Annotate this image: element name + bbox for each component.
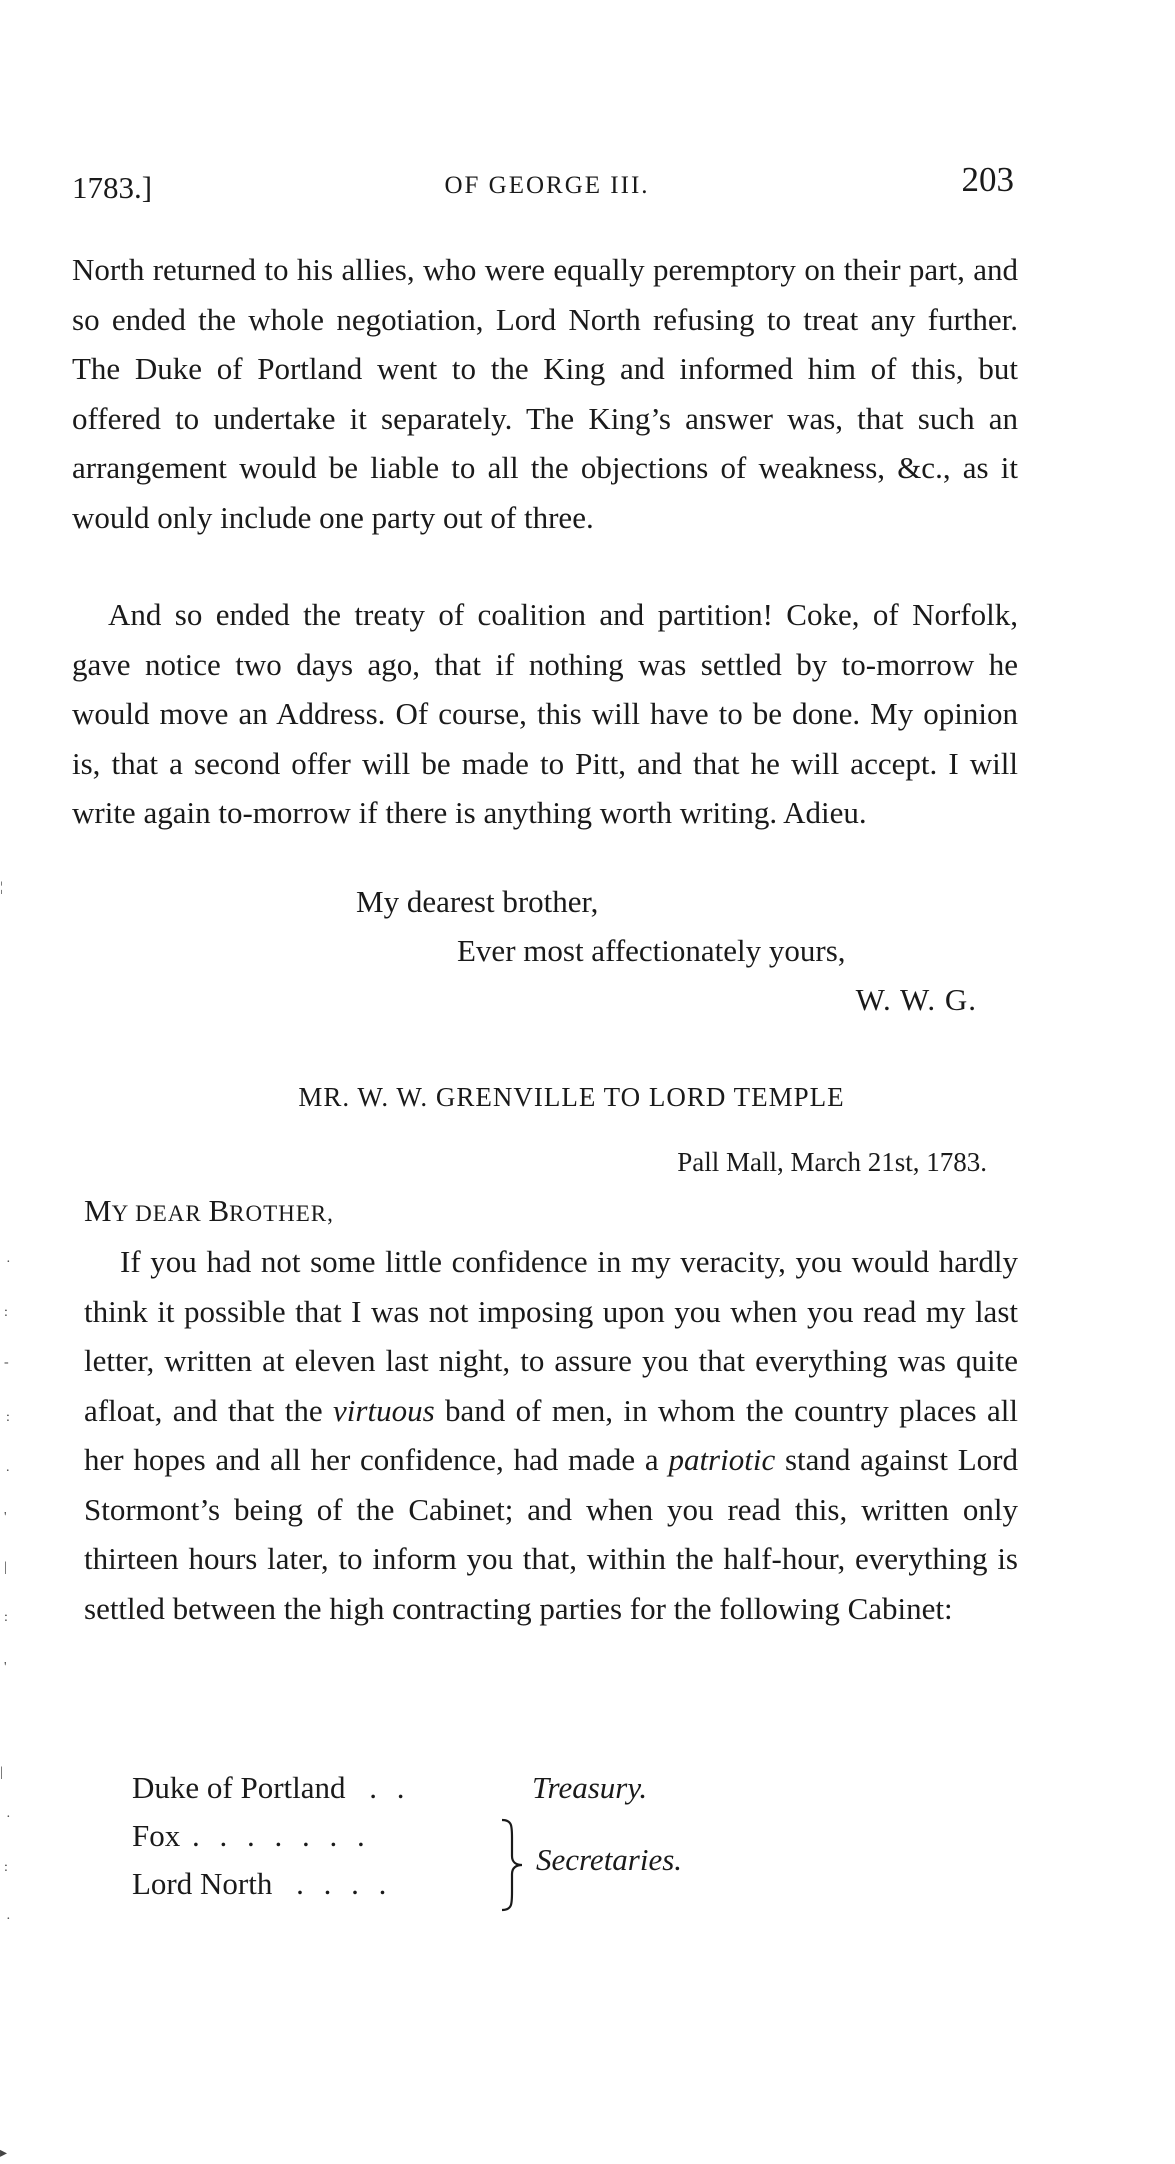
cabinet-member-name: Fox [132,1818,181,1853]
curly-brace-icon [498,1816,528,1914]
scan-artifact: . [6,1460,10,1475]
letter-text-part3: stand against Lord Stormont’s being of the Cabinet; and when you read this, written only thirteen hours later, to inform you that, within the half-hour, everything is settled between the high contracting parties for the following Cabinet: [84,1442,1018,1626]
cabinet-row [132,1866,392,1902]
letter-dateline: Pall Mall, March 21st, 1783. [677,1147,987,1177]
salutation-smallcaps-2: ROTHER, [229,1201,334,1226]
page-number: 203 [961,160,1014,199]
closing-valediction: Ever most affectionately yours, [457,933,846,968]
cabinet-row [132,1818,371,1854]
leader-dots: . . . . [296,1866,393,1901]
letter-italic-virtuous: virtuous [333,1392,435,1428]
cabinet-row [132,1770,411,1806]
scan-artifact: | [0,1765,3,1780]
letter-paragraph [84,1237,1018,1633]
scan-artifact: · [6,1810,11,1825]
scan-artifact: · [6,1255,11,1270]
scan-artifact: ¦ [0,880,3,895]
scan-artifact: · [6,1912,11,1927]
paragraph-continuation [72,245,1018,542]
letter-text-part2: band of men, in whom the country places all her hopes and all her confidence, had made a [84,1392,1019,1477]
scan-artifact: ▸ [0,2146,8,2161]
office-treasury: Treasury. [532,1770,648,1805]
scan-artifact: | [4,1560,7,1575]
running-header [72,160,1022,210]
letter-text-part1: If you had not some little confidence in my veracity, you would hardly think it possible that I was not imposing upon you when you read my last letter, written at eleven last night, to assure you that everything was quite afloat, and that the [84,1244,1018,1428]
cabinet-member-name: Lord North [132,1866,273,1901]
cabinet-member-name: Duke of Portland [132,1770,346,1805]
scan-artifact: ' [4,1660,7,1675]
letter-heading [0,1082,1175,1113]
office-secretaries: Secretaries. [536,1842,683,1877]
salutation-initial-b: B [208,1193,230,1228]
paragraph-text: And so ended the treaty of coalition and partition! Coke, of Norfolk, gave notice two days ago, that if nothing was settled by to-morrow he would move an Address. Of course, this will have to be done. My opinion is, that a second offer will be made to Pitt, and that he will accept. I will write again to-morrow if there is anything worth writing. Adieu. [72,597,1018,830]
scan-artifact: : [6,1410,10,1425]
scan-artifact: : [4,1860,8,1875]
header-year: 1783.] [72,170,153,205]
paragraph-coalition [72,590,1018,838]
scan-artifact: : [4,1305,8,1320]
header-title: OF GEORGE III. [444,172,650,199]
salutation-smallcaps-1: Y DEAR [111,1201,209,1226]
leader-dots: . . [369,1770,411,1805]
paragraph-text: North returned to his allies, who were equally peremptory on their part, and so ended the whole negotiation, Lord North refusing to treat any further. The Duke of Portland went to the King and informed him of this, but offered to undertake it separately. The King’s answer was, that such an arrangement would be liable to all the objections of weakness, &c., as it would only include one party out of three. [72,252,1018,535]
letter-salutation [84,1193,334,1229]
scan-artifact: - [4,1355,9,1370]
scan-artifact: : [4,1610,8,1625]
leader-dots: . . . . . . . [192,1818,371,1853]
signature: W. W. G. [855,982,977,1017]
letter-body [84,1237,1018,1633]
letter-heading-text: MR. W. W. GRENVILLE TO LORD TEMPLE [298,1082,845,1112]
scan-artifact: ' [4,1510,7,1525]
closing-salutation: My dearest brother, [356,884,599,919]
salutation-initial-m: M [84,1193,112,1228]
letter-italic-patriotic: patriotic [668,1442,776,1477]
